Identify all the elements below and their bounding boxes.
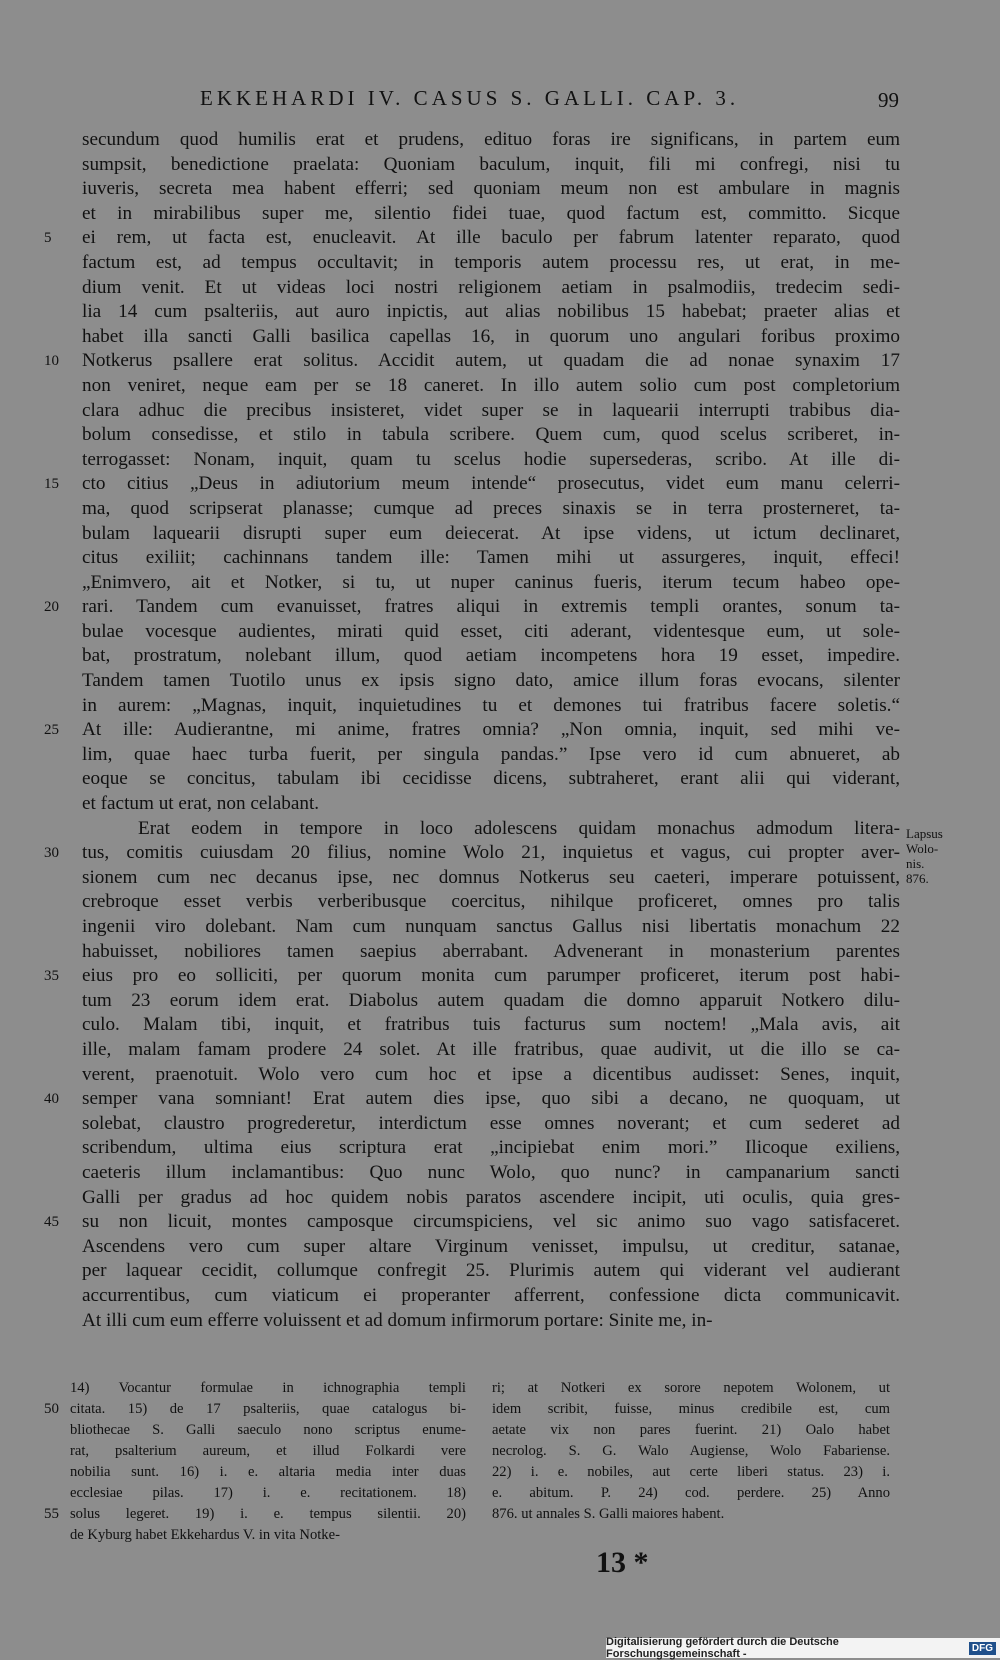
text-line: Notkerus psallere erat solitus. Accidit autem, ut quadam die ad nonae synaxim 17 [82, 350, 900, 372]
text-line: habet illa sancti Galli basilica capellas 16, in quorum uno angulari foribus proximo [82, 325, 900, 347]
digitization-footer [606, 1638, 1000, 1658]
margin-note-line: 876. [906, 871, 929, 886]
text-line: clara adhuc die precibus insisteret, videt super se in laquearii interrupti trabibus dia- [82, 399, 900, 421]
footnotes-left-column [70, 1378, 466, 1546]
text-line: sionem cum nec decanus ipse, nec domnus Notkerus seu caeteri, imperare potuissent, [82, 866, 900, 888]
text-line: citus exiliit; cachinnans tandem ille: Tamen mihi ut assurgeres, inquit, effeci! [82, 547, 900, 569]
text-line: su non licuit, montes camposque circumspiciens, vel sic animo suo vago satisfaceret. [82, 1211, 900, 1233]
text-line: ingenii viro dolebant. Nam cum nunquam sanctus Gallus nisi libertatis monachum 22 [82, 916, 900, 937]
page-number: 99 [878, 88, 899, 112]
footnotes-right-column [492, 1378, 890, 1525]
text-line: ma, quod scripserat planasse; cumque ad preces sinaxis se in terra prosterneret, ta- [82, 497, 900, 519]
text-line: bolum consedisse, et stilo in tabula scribere. Quem cum, quod scelus scriberet, in- [82, 424, 900, 446]
text-line: terrogasset: Nonam, inquit, quam tu scelus hodie supersederas, scribo. At ille di- [82, 448, 900, 470]
footnote-line: aetate vix non pares fuerint. 21) Oalo habet [492, 1422, 890, 1438]
text-line: solebat, claustro progrederetur, interdictum esse omnes noverant; et cum sederet ad [82, 1112, 900, 1134]
footnote-line: 876. ut annales S. Galli maiores habent. [492, 1506, 725, 1522]
footer-text: Digitalisierung gefördert durch die Deutsche Forschungsgemeinschaft - [606, 1636, 839, 1660]
text-line: scribendum, ultima eius scriptura erat „incipiebat enim mori.” Ilicoque exiliens, [82, 1137, 900, 1159]
text-line: cto citius „Deus in adiutorium meum intende“ prosecutus, videt eum manu celerri- [82, 473, 900, 495]
text-line: verent, praenotuit. Wolo vero cum hoc et ipse a dicentibus audisset: Senes, inquit, [82, 1063, 900, 1085]
line-number: 45 [44, 1214, 59, 1231]
margin-note-line: Wolo- [906, 841, 939, 856]
text-line: factum est, ad tempus occultavit; in temporis autem processu res, ut erat, in me- [82, 251, 900, 273]
line-number: 25 [44, 722, 59, 739]
footnote-line-number: 55 [44, 1506, 59, 1522]
text-line: per laquear cecidit, collumque confregit 25. Plurimis autem qui viderant vel audierant [82, 1260, 900, 1282]
footnote-line: 14) Vocantur formulae in ichnographia templi [70, 1380, 466, 1396]
line-number: 10 [44, 353, 59, 370]
text-line: semper vana somniant! Erat autem dies ipse, quo sibi a decano, ne quoquam, ut [82, 1088, 900, 1110]
text-line: accurrentibus, cum viaticum ei properanter afferrent, confessione dicta communicavit. [82, 1284, 900, 1306]
text-line: „Enimvero, ait et Notker, si tu, ut nuper caninus fueris, iterum tecum habeo ope- [82, 571, 900, 593]
dfg-logo: DFG [969, 1642, 996, 1655]
line-number: 20 [44, 599, 59, 616]
footnote-line: e. abitum. P. 24) cod. perdere. 25) Anno [492, 1485, 890, 1501]
text-line: iuveris, secreta mea habent efferri; sed quoniam meum non est ambulare in magnis [82, 178, 900, 200]
margin-note-line: Lapsus [906, 826, 943, 841]
margin-note [906, 826, 966, 886]
text-line: ei rem, ut facta est, enucleavit. At ille baculo per fabrum latenter reparato, quod [82, 227, 900, 249]
footnote-line: necrolog. S. G. Walo Augiense, Wolo Fabariense. [492, 1443, 890, 1459]
text-line: lia 14 cum psalteriis, aut auro inpictis, aut alias nobilibus 15 habebat; praeter alias et [82, 301, 900, 323]
line-number: 5 [44, 230, 52, 247]
signature-mark: 13 * [596, 1546, 649, 1579]
text-line: caeteris illum inclamantibus: Quo nunc Wolo, quo nunc? in campanarium sancti [82, 1161, 900, 1183]
footnote-line: de Kyburg habet Ekkehardus V. in vita Notke- [70, 1527, 340, 1543]
text-line: habuisset, nobiliores tamen saepius aberrabant. Advenerant in monasterium parentes [82, 940, 900, 962]
footnote-line-number: 50 [44, 1401, 59, 1417]
running-header: EKKEHARDI IV. CASUS S. GALLI. CAP. 3. [200, 86, 740, 110]
footnote-line: 22) i. e. nobiles, aut certe liberi status. 23) i. [492, 1464, 890, 1480]
text-line: lim, quae haec turba fuerit, per singula pandas.” Ipse vero id cum abnueret, ab [82, 743, 900, 765]
text-line: et factum ut erat, non celabant. [82, 793, 320, 815]
text-line: in aurem: „Magnas, inquit, inquietudines tu et demones tui fratribus facere soletis.“ [82, 694, 900, 716]
text-line: Galli per gradus ad hoc quidem nobis paratos ascendere incipit, uti oculis, quia gres- [82, 1186, 900, 1208]
footnote-line: nobilia sunt. 16) i. e. altaria media inter duas [70, 1464, 466, 1480]
text-line: crebroque esset verbis verberibusque coercitus, nihilque proficeret, omnes pro talis [82, 891, 900, 913]
text-line: eoque se concitus, tabulam ibi cecidisse dicens, subtraheret, erant alii qui viderant, [82, 768, 900, 790]
text-line: tum 23 eorum idem erat. Diabolus autem quadam die domno apparuit Notkero dilu- [82, 989, 900, 1011]
line-number: 30 [44, 845, 59, 862]
text-line: Tandem tamen Tuotilo unus ex ipsis signo dato, amice illum foras evocans, silenter [82, 670, 900, 692]
text-line: sumpsit, benedictione praelata: Quoniam baculum, inquit, fili mi confregi, nisi tu [82, 153, 900, 175]
text-line: bat, prostratum, nolebant illum, quod aetiam incompetens hora 19 esset, impedire. [82, 645, 900, 667]
footnote-line: citata. 15) de 17 psalteriis, quae catalogus bi- [70, 1401, 466, 1417]
footnote-line: ri; at Notkeri ex sorore nepotem Wolonem, ut [492, 1380, 890, 1396]
text-line: tus, comitis cuiusdam 20 filius, nomine Wolo 21, inquietus et vagus, cui propter aver- [82, 842, 900, 864]
text-line: dium venit. Et ut videas loci nostri religionem aetiam in psalmodiis, tredecim sedi- [82, 276, 900, 298]
text-line: secundum quod humilis erat et prudens, edituo foras ire significans, in partem eum [82, 129, 900, 150]
footnote-line: ecclesiae pilas. 17) i. e. recitationem. 18) [70, 1485, 466, 1501]
text-line: bulae vocesque audientes, mirati quid esset, citi aderant, videntesque eum, ut sole- [82, 620, 900, 642]
footnote-line: idem scribit, fuisse, minus credibile est, cum [492, 1401, 890, 1417]
text-line: Ascendens vero cum super altare Virginum venisset, impulsu, ut creditur, satanae, [82, 1235, 900, 1257]
margin-note-line: nis. [906, 856, 925, 871]
text-line: ille, malam famam prodere 24 solet. At ille fratribus, quae audivit, ut die illo se ca- [82, 1038, 900, 1060]
line-number: 15 [44, 476, 59, 493]
main-text [82, 128, 900, 1333]
text-line: At illi cum eum efferre voluissent et ad domum infirmorum portare: Sinite me, in- [82, 1309, 713, 1331]
line-number: 35 [44, 968, 59, 985]
footnote-line: bliothecae S. Galli saeculo nono scriptus enume- [70, 1422, 466, 1438]
text-line: Erat eodem in tempore in loco adolescens quidam monachus admodum litera- [138, 817, 900, 839]
text-line: et in mirabilibus super me, silentio fidei tuae, quod factum est, committo. Sicque [82, 202, 900, 224]
text-line: At ille: Audierantne, mi anime, fratres omnia? „Non omnia, inquit, sed mihi ve- [82, 719, 900, 741]
text-line: non veniret, neque eam per se 18 caneret. In illo autem solio cum post completorium [82, 374, 900, 396]
line-number: 40 [44, 1091, 59, 1108]
footnote-line: rat, psalterium aureum, et illud Folkardi vere [70, 1443, 466, 1459]
text-line: rari. Tandem cum evanuisset, fratres aliqui in extremis templi orantes, sonum ta- [82, 596, 900, 618]
text-line: culo. Malam tibi, inquit, et fratribus tuis facturus sum noctem! „Mala avis, ait [82, 1014, 900, 1036]
text-line: eius pro eo solliciti, per quorum monita cum parumper proficeret, iterum post habi- [82, 965, 900, 987]
text-line: bulam laquearii disrupti super eum deiecerat. At ipse videns, ut ictum declinaret, [82, 522, 900, 544]
footnote-line: solus legeret. 19) i. e. tempus silentii. 20) [70, 1506, 466, 1522]
